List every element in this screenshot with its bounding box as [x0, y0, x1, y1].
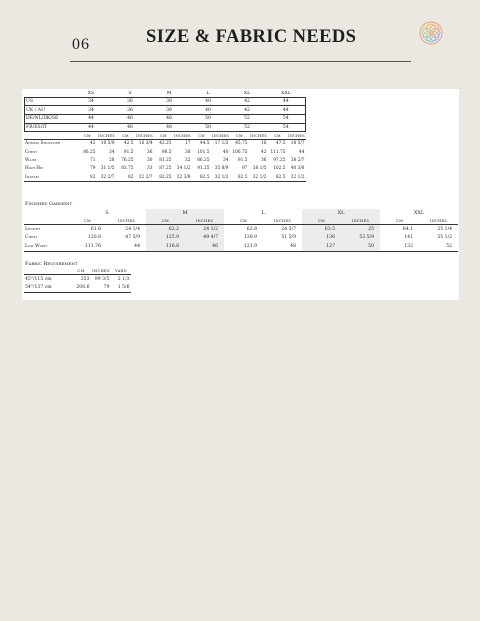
table-cell: 102.5 — [273, 166, 286, 172]
table-cell: 18 5/7 — [290, 141, 305, 147]
table-cell: 82.5 — [268, 173, 287, 182]
unit-header: INCHES — [419, 217, 458, 225]
table-cell: 17 1/2 — [214, 141, 229, 147]
table-row — [24, 139, 306, 148]
table-cell: 42 — [90, 141, 96, 147]
table-cell: 35 8/9 — [214, 166, 229, 172]
unit-header: INCHES — [136, 133, 153, 138]
table-cell: 42 — [228, 106, 267, 115]
table-cell: 38 — [185, 149, 191, 155]
table-cell: 36 — [111, 106, 150, 115]
table-cell: 125.9 — [146, 234, 185, 243]
table-cell: 44 — [72, 123, 111, 132]
table-cell: 64.1 — [402, 226, 414, 232]
size-header: M — [146, 209, 224, 217]
table-cell: 62.2 — [146, 225, 185, 234]
row-label: UK / AU — [25, 106, 72, 115]
table-cell: 38 — [150, 97, 189, 106]
table-cell: 48 — [263, 242, 302, 251]
row-label: 54"/137 cm — [24, 284, 71, 293]
table-cell: 81.25 — [159, 157, 172, 163]
table-cell: 132 — [380, 242, 419, 251]
table-cell: 111.75 — [270, 149, 286, 155]
finished-garment-table — [24, 209, 458, 252]
table-cell: 24 1/2 — [185, 225, 224, 234]
table-cell: 83.75 — [121, 166, 134, 172]
unit-header: CM — [146, 217, 185, 225]
size-header: XL — [302, 209, 380, 217]
table-cell: 46 — [111, 123, 150, 132]
table-cell: 51 5/9 — [281, 235, 297, 241]
unit-header: INCHES — [212, 133, 229, 138]
table-row — [25, 106, 306, 115]
table-cell: 34 — [72, 97, 111, 106]
row-label: 45"/115 cm — [25, 276, 52, 282]
page-number: 06 — [72, 36, 90, 53]
size-header: S — [128, 91, 132, 97]
table-cell: 40 — [189, 106, 228, 115]
table-cell: 52 — [228, 114, 267, 123]
table-cell: 40 3/8 — [290, 166, 305, 172]
table-cell: 44 — [72, 114, 111, 123]
table-cell: 130.9 — [243, 235, 257, 241]
table-cell: 24 1/4 — [125, 226, 140, 232]
table-row — [24, 234, 458, 243]
table-cell: 86.25 — [197, 157, 210, 163]
table-cell: 47 5/9 — [125, 235, 140, 241]
unit-header: CM — [302, 217, 341, 225]
size-header: M — [166, 91, 172, 97]
table-cell: 36 — [261, 157, 267, 163]
row-label: Inseam — [24, 173, 78, 182]
size-header: XXL — [280, 91, 291, 97]
table-cell: 30 — [147, 157, 153, 163]
unit-header: YARD — [111, 268, 131, 275]
table-cell: 1 5/6 — [111, 284, 131, 293]
table-cell: 32 2/7 — [135, 173, 154, 182]
table-cell: 121.9 — [224, 242, 263, 251]
unit-header: INCHES — [174, 133, 191, 138]
table-row — [24, 148, 306, 156]
table-cell: 42 — [228, 97, 267, 106]
table-cell: 16 5/9 — [100, 141, 115, 147]
table-cell: 32 — [185, 157, 191, 163]
unit-header: CM — [224, 217, 263, 225]
size-header: XS — [87, 91, 95, 97]
unit-header: CM — [116, 133, 135, 139]
table-cell: 111.76 — [68, 242, 107, 251]
unit-header: INCHES — [263, 217, 302, 225]
table-row — [24, 225, 458, 234]
unit-header: CM — [192, 133, 211, 139]
fabric-requirement-title: Fabric Requirement — [25, 261, 78, 267]
table-row — [24, 173, 306, 182]
table-cell: 32 1/2 — [287, 173, 306, 182]
row-label: Waist — [25, 157, 37, 163]
page-title: SIZE & FABRIC NEEDS — [146, 27, 357, 47]
table-cell: 16 3/4 — [138, 141, 153, 147]
table-cell: 34 1/2 — [176, 166, 191, 172]
table-cell: 46 — [111, 114, 150, 123]
unit-header: CM — [68, 217, 107, 225]
table-row — [24, 156, 306, 164]
fabric-requirement-table — [24, 268, 131, 293]
table-cell: 34 — [223, 157, 229, 163]
table-cell: 91.5 — [237, 157, 248, 163]
table-cell: 96.5 — [161, 149, 172, 155]
table-cell: 253 — [80, 276, 90, 282]
title-divider — [70, 61, 411, 62]
unit-header: INCHES — [92, 269, 110, 273]
table-cell: 91.5 — [123, 149, 134, 155]
table-cell: 91.25 — [197, 166, 210, 172]
table-cell: 79 — [91, 284, 111, 293]
table-cell: 200.6 — [71, 284, 91, 293]
table-row — [25, 123, 306, 132]
unit-header: INCHES — [107, 217, 146, 225]
unit-header: INCHES — [341, 217, 380, 225]
table-cell: 53 5/9 — [341, 234, 380, 243]
unit-header: CM — [71, 268, 91, 275]
size-conversion-table — [24, 91, 306, 132]
table-cell: 47.5 — [275, 141, 286, 147]
row-label: Length — [25, 226, 40, 232]
size-header: XL — [243, 91, 251, 97]
table-cell: 2 1/3 — [117, 276, 130, 282]
table-cell: 42.5 — [123, 141, 134, 147]
table-cell: 32 3/8 — [173, 173, 192, 182]
table-cell: 97.25 — [273, 157, 286, 163]
table-cell: 18 — [261, 141, 267, 147]
table-cell: 82.5 — [230, 173, 249, 182]
table-row — [24, 242, 458, 251]
table-cell: 120.8 — [87, 235, 101, 241]
table-cell: 76.25 — [121, 157, 134, 163]
table-cell: 24 5/7 — [281, 226, 297, 232]
table-cell: 44 — [299, 149, 305, 155]
row-label: FR/ES/IT — [25, 123, 72, 132]
table-cell: 48 — [150, 123, 189, 132]
table-cell: 34 — [109, 149, 115, 155]
table-cell: 32 1/2 — [211, 173, 230, 182]
table-cell: 17 — [185, 141, 191, 147]
table-cell: 106.75 — [232, 149, 248, 155]
table-cell: 97 — [242, 166, 248, 172]
table-cell: 54 — [267, 123, 306, 132]
finished-garment-title: Finished Garment — [25, 201, 73, 207]
unit-header: CM — [154, 133, 173, 139]
table-cell: 48 — [150, 114, 189, 123]
size-header: L — [206, 91, 210, 97]
row-label: Chest — [25, 149, 38, 155]
table-cell: 62.8 — [246, 226, 257, 232]
table-row — [25, 114, 306, 123]
table-cell: 141 — [404, 235, 414, 241]
table-cell: 116.8 — [146, 242, 185, 251]
size-header-row — [24, 209, 458, 217]
row-label: Low Waist — [24, 242, 68, 251]
table-cell: 71 — [90, 157, 96, 163]
table-cell: 63.5 — [302, 225, 341, 234]
table-row — [24, 275, 131, 284]
table-cell: 49 4/7 — [185, 234, 224, 243]
table-cell: 38 1/5 — [252, 166, 267, 172]
table-cell: 40 — [189, 97, 228, 106]
table-cell: 44.5 — [199, 141, 210, 147]
table-cell: 31 1/5 — [100, 166, 115, 172]
table-cell: 42 — [261, 149, 267, 155]
size-header: XXL — [413, 210, 425, 216]
table-cell: 55 1/2 — [437, 235, 453, 241]
table-row — [24, 165, 306, 173]
size-chart-sheet — [22, 89, 459, 300]
row-label: DE/NL/DK/SE — [25, 114, 72, 123]
table-cell: 25 1/4 — [437, 226, 453, 232]
table-cell: 44 — [267, 97, 306, 106]
unit-header: INCHES — [288, 133, 305, 138]
table-cell: 34 — [72, 106, 111, 115]
table-cell: 136 — [302, 234, 341, 243]
table-cell: 32 1/2 — [249, 173, 268, 182]
table-cell: 38 2/7 — [290, 157, 305, 163]
unit-header: CM — [230, 133, 249, 139]
table-cell: 101.5 — [197, 149, 210, 155]
table-cell: 52 — [419, 242, 458, 251]
table-cell: 50 — [189, 114, 228, 123]
row-label: US — [25, 97, 72, 106]
table-cell: 82 — [116, 173, 135, 182]
size-header: L — [261, 210, 265, 216]
table-cell: 36 — [147, 149, 153, 155]
table-cell: 36 — [111, 97, 150, 106]
mandala-logo-icon — [419, 21, 443, 45]
table-cell: 86.25 — [83, 149, 96, 155]
table-cell: 52 — [228, 123, 267, 132]
table-cell: 61.6 — [90, 226, 101, 232]
table-cell: 32 2/7 — [97, 173, 116, 182]
table-row — [25, 97, 306, 106]
row-label: High Hip — [25, 166, 44, 172]
unit-header: INCHES — [98, 133, 115, 138]
unit-header-row — [24, 217, 458, 225]
unit-header: CM — [380, 217, 419, 225]
table-cell: 127 — [302, 242, 341, 251]
table-cell: 38 — [150, 106, 189, 115]
table-cell: 82.25 — [154, 173, 173, 182]
unit-header: INCHES — [250, 133, 267, 138]
table-cell: 43.25 — [159, 141, 172, 147]
table-cell: 87.25 — [159, 166, 172, 172]
table-cell: 50 — [189, 123, 228, 132]
table-cell: 40 — [223, 149, 229, 155]
table-cell: 44 — [107, 242, 146, 251]
body-measurements-table — [24, 133, 306, 182]
unit-header: CM — [78, 133, 97, 139]
row-label: Chest — [25, 235, 38, 241]
table-row — [24, 284, 131, 293]
table-cell: 99 3/5 — [94, 276, 110, 282]
table-cell: 46 — [185, 242, 224, 251]
unit-header: CM — [268, 133, 287, 139]
table-cell: 54 — [267, 114, 306, 123]
row-label: Across Shoulder — [25, 141, 60, 147]
table-cell: 33 — [147, 166, 153, 172]
table-cell: 50 — [341, 242, 380, 251]
table-cell: 44 — [267, 106, 306, 115]
size-header: S — [105, 210, 109, 216]
table-cell: 82.5 — [192, 173, 211, 182]
table-cell: 79 — [90, 166, 96, 172]
table-cell: 45.75 — [235, 141, 248, 147]
table-cell: 82 — [78, 173, 97, 182]
unit-header: INCHES — [185, 217, 224, 225]
table-cell: 28 — [109, 157, 115, 163]
table-cell: 25 — [341, 225, 380, 234]
